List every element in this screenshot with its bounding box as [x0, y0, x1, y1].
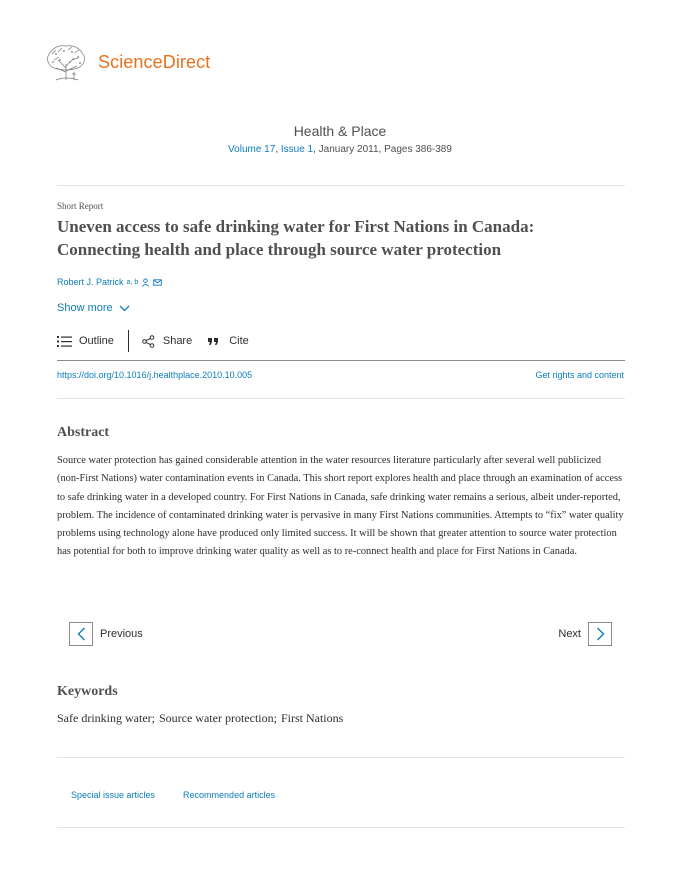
brand-name[interactable]: ScienceDirect	[98, 51, 211, 72]
keyword-list	[57, 711, 343, 726]
journal-info	[0, 123, 680, 155]
issue-link[interactable]: Issue 1	[280, 144, 314, 155]
rights-link[interactable]: Get rights and content	[535, 370, 624, 380]
quote-icon	[207, 335, 222, 348]
volume-link[interactable]: Volume 17	[228, 144, 276, 155]
chevron-down-icon	[119, 305, 130, 312]
journal-title[interactable]: Health & Place	[293, 123, 387, 139]
divider	[57, 360, 625, 361]
divider	[57, 757, 625, 758]
show-more-button[interactable]	[57, 302, 130, 314]
keyword-separator: ;	[273, 711, 277, 725]
issue-line: Volume 17, Issue 1, January 2011, Pages 386-389	[228, 144, 452, 155]
chevron-left-icon	[77, 627, 86, 641]
article-type: Short Report	[57, 201, 104, 211]
article-title: Uneven access to safe drinking water for First Nations in Canada: Connecting health and place through source water protection	[57, 217, 535, 259]
cite-button[interactable]	[207, 335, 249, 348]
cite-label: Cite	[229, 335, 249, 347]
author-list	[57, 277, 162, 287]
keyword: First Nations	[280, 711, 344, 725]
author-name[interactable]: Robert J. Patrick	[57, 277, 124, 287]
share-label: Share	[162, 335, 193, 347]
doi-link[interactable]: https://doi.org/10.1016/j.healthplace.2010.10.005	[57, 370, 253, 380]
previous-article-button[interactable]	[69, 622, 143, 646]
divider	[57, 398, 625, 399]
related-tabs	[71, 790, 275, 800]
share-icon	[141, 335, 156, 348]
next-arrow-box	[588, 622, 612, 646]
prev-arrow-box	[69, 622, 93, 646]
recommended-articles-link[interactable]: Recommended articles	[183, 790, 276, 800]
keyword: Source water protection	[158, 711, 274, 725]
article-toolbar	[57, 330, 249, 352]
divider	[57, 185, 625, 186]
next-article-button[interactable]	[558, 622, 612, 646]
keywords-heading: Keywords	[57, 684, 118, 699]
share-button[interactable]	[141, 335, 192, 348]
outline-label: Outline	[79, 335, 114, 347]
author-affiliation[interactable]: a, b	[126, 278, 139, 286]
site-header	[44, 42, 210, 82]
keyword-separator: ;	[151, 711, 155, 725]
abstract-text: Source water protection has gained considerable attention in the water resources literature particularly after several well publicized (non-First Nations) water contamination events in Canada. This short report explores health and place through an examination of access to safe drinking water in a developed country. For First Nations in Canada, safe drinking water remains a serious, albeit under-reported, problem. The incidence of contaminated drinking water is pervasive in many First Nations communities. Attempts to “fix” water quality problems using technology alone have produced only limited success. It will be shown that greater attention to source water protection has potential for both to improve drinking water quality as well as to re-connect health and place for First Nations in Canada.	[57, 455, 624, 558]
list-icon	[57, 335, 72, 348]
abstract-heading: Abstract	[57, 425, 110, 440]
keyword: Safe drinking water	[57, 711, 152, 725]
next-label: Next	[558, 628, 581, 640]
chevron-right-icon	[596, 627, 605, 641]
divider	[57, 827, 625, 828]
outline-button[interactable]	[57, 335, 114, 348]
toolbar-divider	[128, 330, 129, 352]
previous-label: Previous	[100, 628, 143, 640]
person-icon[interactable]	[141, 278, 150, 287]
mail-icon[interactable]	[153, 278, 162, 287]
show-more-label: Show more	[57, 302, 113, 314]
elsevier-tree-icon[interactable]	[44, 42, 88, 82]
special-issue-articles-link[interactable]: Special issue articles	[71, 790, 156, 800]
date-pages: , January 2011, Pages 386-389	[313, 144, 452, 155]
